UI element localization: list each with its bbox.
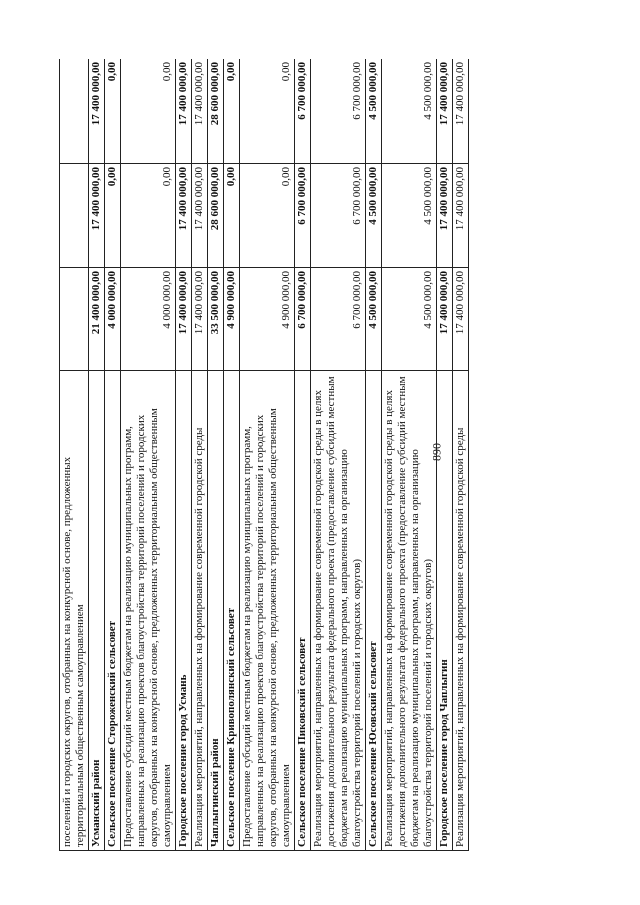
- row-amount-1: 4 900 000,00: [224, 268, 240, 371]
- row-description: Предоставление субсидий местным бюджетам на реализацию муниципальных программ, направленных на реализацию проектов благоустройства территорий поселений и городских округов, отобранных на конкурсной основе, предложенных территориальным общественным самоуправлением: [240, 371, 295, 851]
- table-row: [60, 59, 89, 851]
- row-description: Реализация мероприятий, направленных на формирование современной городской среды в целях достижения дополнительного результата федерального проекта (предоставление субсидий местным бюджетам на реализацию муниципальных программ, направленных на организацию благоустройства территорий поселений и городских округов): [311, 371, 366, 851]
- row-amount-1: 4 000 000,00: [105, 268, 121, 371]
- row-amount-3: 0,00: [105, 59, 121, 164]
- row-amount-3: 0,00: [240, 59, 295, 164]
- row-amount-1: 4 500 000,00: [366, 268, 382, 371]
- row-amount-3: 28 600 000,00: [208, 59, 224, 164]
- row-amount-3: 17 400 000,00: [89, 59, 105, 164]
- row-amount-2: 6 700 000,00: [295, 164, 311, 268]
- row-amount-3: [60, 59, 89, 164]
- budget-table-body: [60, 59, 469, 851]
- row-amount-3: 17 400 000,00: [176, 59, 192, 164]
- row-description: Чаплыгинский район: [208, 371, 224, 851]
- section-row: [224, 59, 240, 851]
- row-description: Усманский район: [89, 371, 105, 851]
- section-row: [366, 59, 382, 851]
- row-amount-1: 4 900 000,00: [240, 268, 295, 371]
- row-amount-1: 6 700 000,00: [311, 268, 366, 371]
- row-amount-3: 17 400 000,00: [437, 59, 453, 164]
- row-amount-1: 17 400 000,00: [453, 268, 469, 371]
- row-amount-2: 0,00: [240, 164, 295, 268]
- row-description: Сельское поселение Юсовский сельсовет: [366, 371, 382, 851]
- row-amount-1: 33 500 000,00: [208, 268, 224, 371]
- row-amount-1: 6 700 000,00: [295, 268, 311, 371]
- row-amount-1: 17 400 000,00: [192, 268, 208, 371]
- row-amount-1: 21 400 000,00: [89, 268, 105, 371]
- page-number: 890: [429, 443, 444, 461]
- row-amount-2: 17 400 000,00: [453, 164, 469, 268]
- table-viewport: [59, 59, 599, 851]
- budget-table: [59, 59, 469, 851]
- row-amount-2: 4 500 000,00: [366, 164, 382, 268]
- row-amount-2: [60, 164, 89, 268]
- section-row: [295, 59, 311, 851]
- row-amount-2: 0,00: [121, 164, 176, 268]
- row-amount-2: 6 700 000,00: [311, 164, 366, 268]
- table-row: [453, 59, 469, 851]
- row-description: Сельское поселение Пиковский сельсовет: [295, 371, 311, 851]
- row-amount-3: 4 500 000,00: [366, 59, 382, 164]
- row-description: Реализация мероприятий, направленных на формирование современной городской среды: [453, 371, 469, 851]
- row-amount-3: 4 500 000,00: [382, 59, 437, 164]
- row-description: Городское поселение город Усмань: [176, 371, 192, 851]
- table-row: [311, 59, 366, 851]
- table-row: [121, 59, 176, 851]
- row-amount-2: 17 400 000,00: [89, 164, 105, 268]
- row-description: Сельское поселение Стороженский сельсовет: [105, 371, 121, 851]
- row-description: Предоставление субсидий местным бюджетам на реализацию муниципальных программ, направленных на реализацию проектов благоустройства территорий поселений и городских округов, отобранных на конкурсной основе, предложенных территориальным общественным самоуправлением: [121, 371, 176, 851]
- row-description: поселений и городских округов, отобранных на конкурсной основе, предложенных территориальным общественным самоуправлением: [60, 371, 89, 851]
- row-amount-3: 6 700 000,00: [295, 59, 311, 164]
- row-amount-3: 6 700 000,00: [311, 59, 366, 164]
- row-description: Сельское поселение Кривополянский сельсовет: [224, 371, 240, 851]
- row-amount-1: 17 400 000,00: [176, 268, 192, 371]
- row-amount-3: 0,00: [224, 59, 240, 164]
- section-row: [437, 59, 453, 851]
- row-amount-3: 0,00: [121, 59, 176, 164]
- row-amount-3: 17 400 000,00: [192, 59, 208, 164]
- row-amount-2: 0,00: [105, 164, 121, 268]
- row-amount-2: 4 500 000,00: [382, 164, 437, 268]
- row-amount-2: 28 600 000,00: [208, 164, 224, 268]
- table-row: [382, 59, 437, 851]
- row-amount-2: 17 400 000,00: [437, 164, 453, 268]
- section-row: [89, 59, 105, 851]
- table-row: [192, 59, 208, 851]
- row-amount-2: 17 400 000,00: [176, 164, 192, 268]
- row-amount-2: 0,00: [224, 164, 240, 268]
- section-row: [176, 59, 192, 851]
- row-amount-1: 4 500 000,00: [382, 268, 437, 371]
- section-row: [105, 59, 121, 851]
- rotated-table-container: [59, 59, 599, 851]
- row-amount-1: 17 400 000,00: [437, 268, 453, 371]
- section-row: [208, 59, 224, 851]
- row-amount-2: 17 400 000,00: [192, 164, 208, 268]
- row-amount-3: 17 400 000,00: [453, 59, 469, 164]
- row-amount-1: 4 000 000,00: [121, 268, 176, 371]
- table-row: [240, 59, 295, 851]
- row-amount-1: [60, 268, 89, 371]
- row-description: Реализация мероприятий, направленных на формирование современной городской среды в целях достижения дополнительного результата федерального проекта (предоставление субсидий местным бюджетам на реализацию муниципальных программ, направленных на организацию благоустройства территорий поселений и городских округов): [382, 371, 437, 851]
- row-description: Реализация мероприятий, направленных на формирование современной городской среды: [192, 371, 208, 851]
- row-description: Городское поселение город Чаплыгин: [437, 371, 453, 851]
